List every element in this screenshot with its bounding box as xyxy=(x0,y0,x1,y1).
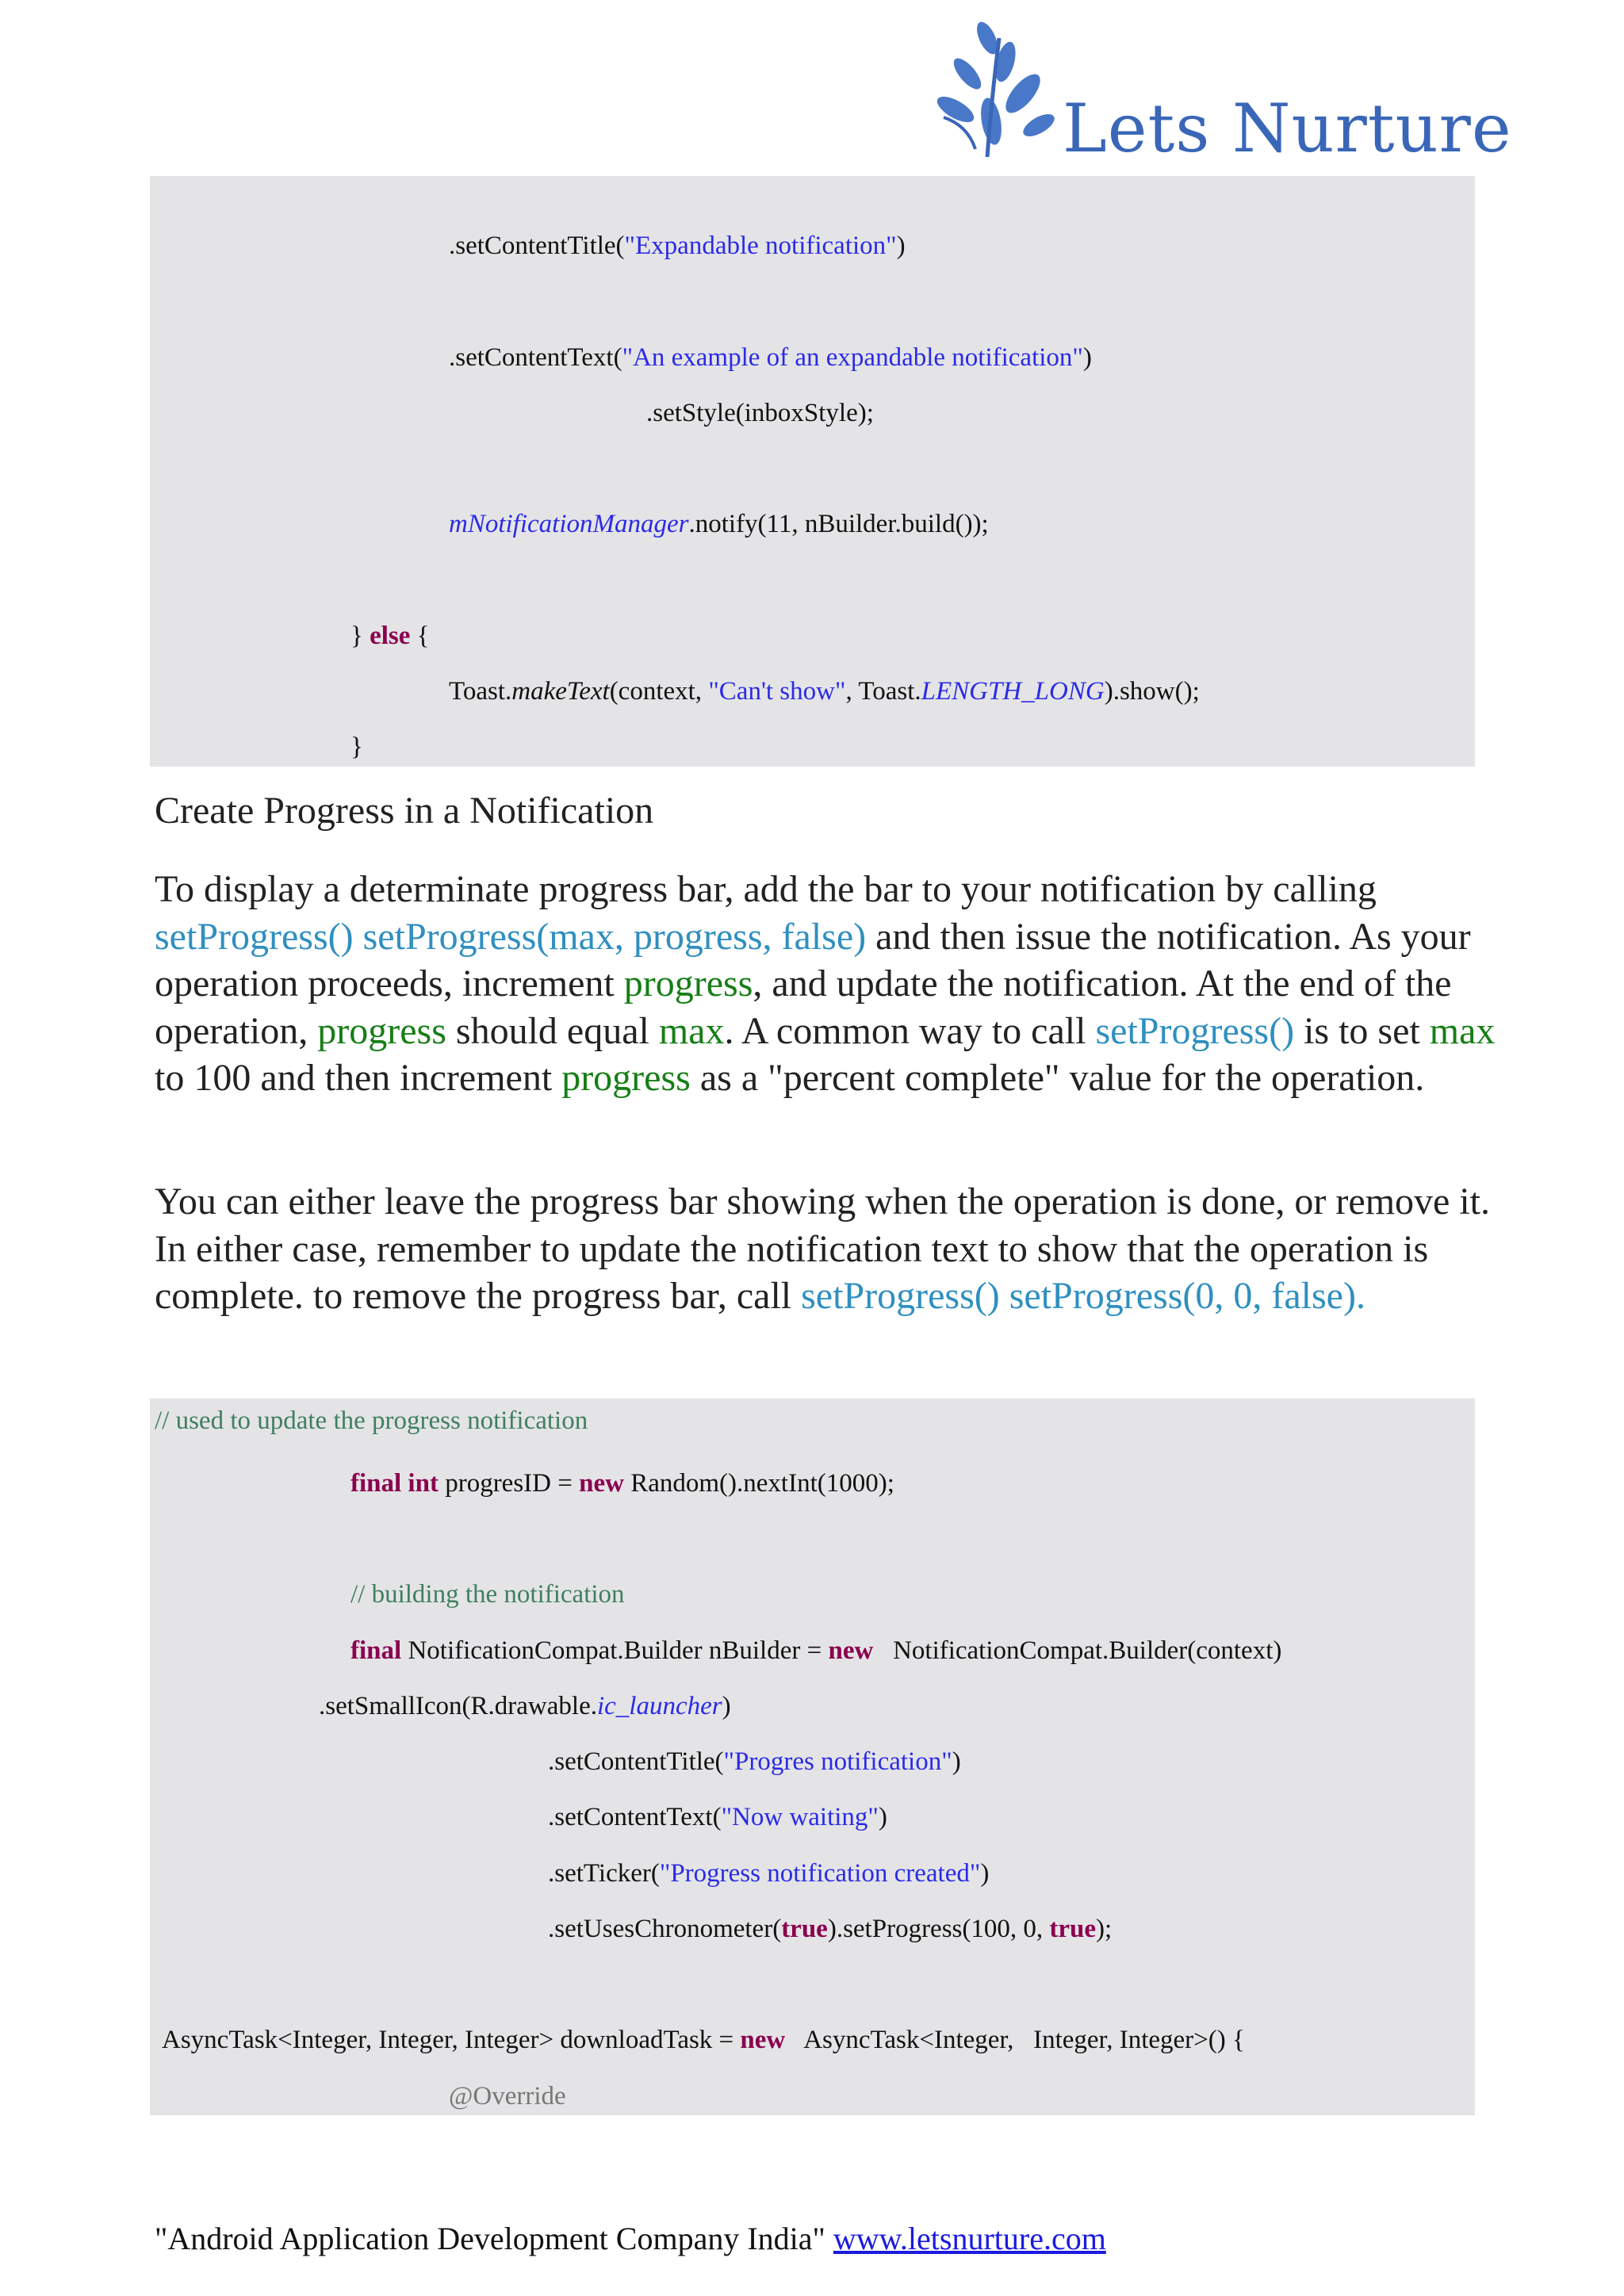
code-line: .setContentText("An example of an expandable notification") xyxy=(449,343,1092,372)
code-comment: // building the notification xyxy=(350,1580,625,1609)
code-line: .setUsesChronometer(true).setProgress(100, 0, true); xyxy=(548,1915,1113,1943)
code-line: final NotificationCompat.Builder nBuilder = new NotificationCompat.Builder(context) xyxy=(350,1636,1282,1665)
page-footer xyxy=(155,2220,1106,2257)
footer-text: "Android Application Development Company India" xyxy=(155,2221,833,2256)
code-line: AsyncTask<Integer, Integer, Integer> downloadTask = new AsyncTask<Integer, Integer, Integer>() { xyxy=(162,2026,1245,2054)
code-line: Toast.makeText(context, "Can't show", Toast.LENGTH_LONG).show(); xyxy=(449,677,1200,706)
logo-wordmark: Lets Nurture xyxy=(1063,90,1512,167)
code-line: mNotificationManager.notify(11, nBuilder.build()); xyxy=(449,510,989,538)
paragraph-remove: You can either leave the progress bar showing when the operation is done, or remove it. In either case, remember to update the notification text to show that the operation is complete. to remove the progress bar, call setProgress() setProgress(0, 0, false). xyxy=(155,1181,1491,1317)
code-line: } else { xyxy=(350,622,430,650)
code-line: .setContentTitle("Expandable notification") xyxy=(449,232,906,260)
leaf-logo-icon xyxy=(912,6,1071,165)
footer-website-link[interactable]: www.letsnurture.com xyxy=(833,2221,1106,2256)
code-comment: // used to update the progress notification xyxy=(155,1406,588,1435)
section-heading: Create Progress in a Notification xyxy=(155,790,654,832)
paragraph-progress: To display a determinate progress bar, add the bar to your notification by calling setProgress() setProgress(max, progress, false) and then issue the notification. As your operation proceeds, increment progress, and update the notification. At the end of the operation, progress should equal max. A common way to call setProgress() is to set max to 100 and then increment progress as a "percent complete" value for the operation. xyxy=(155,868,1496,1099)
code-line: .setSmallIcon(R.drawable.ic_launcher) xyxy=(319,1692,731,1720)
code-line: .setStyle(inboxStyle); xyxy=(646,399,874,427)
code-line: } xyxy=(350,733,363,761)
company-logo xyxy=(912,6,1512,167)
code-annotation: @Override xyxy=(449,2082,566,2110)
code-line: .setContentText("Now waiting") xyxy=(548,1803,887,1831)
code-line: final int progresID = new Random().nextInt(1000); xyxy=(350,1469,894,1498)
code-line: .setTicker("Progress notification created") xyxy=(548,1859,990,1888)
code-line: .setContentTitle("Progres notification") xyxy=(548,1747,961,1776)
